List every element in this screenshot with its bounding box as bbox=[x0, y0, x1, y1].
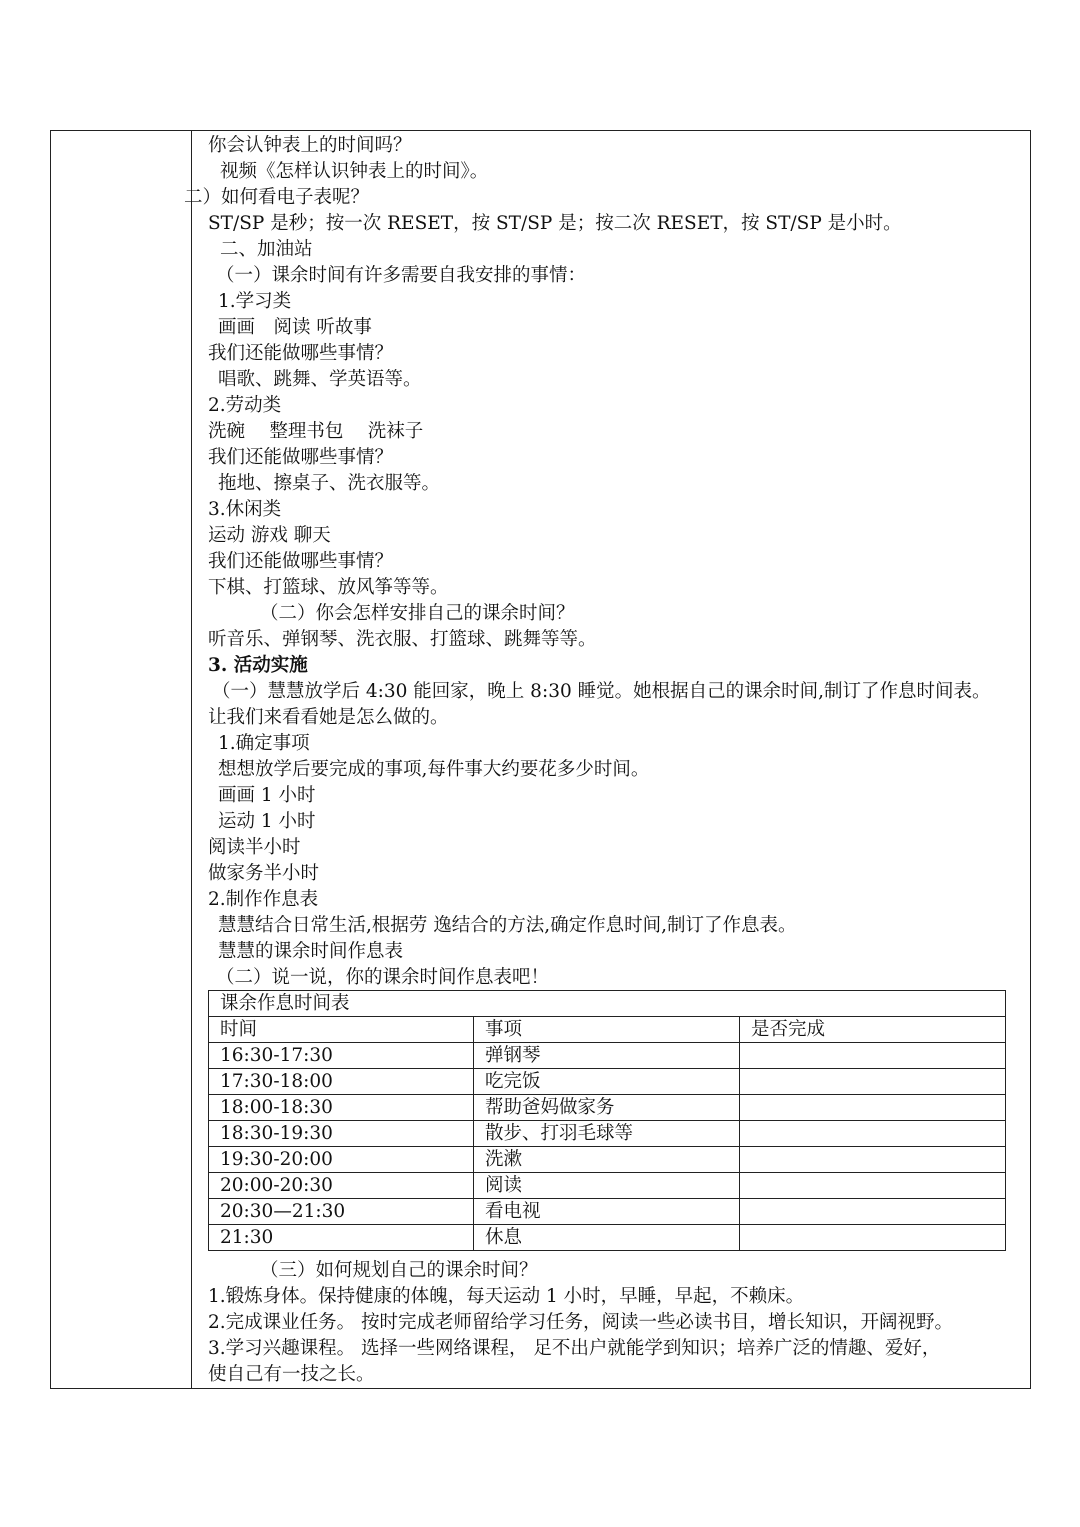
text-line: 做家务半小时 bbox=[208, 863, 320, 884]
text-line: （二）你会怎样安排自己的课余时间？ bbox=[260, 603, 575, 624]
planning-section bbox=[192, 1258, 1028, 1388]
cell-item: 散步、打羽毛球等 bbox=[474, 1121, 740, 1147]
cell-item: 休息 bbox=[474, 1225, 740, 1251]
text-line: 我们还能做哪些事情？ bbox=[208, 447, 394, 468]
text-line: 让我们来看看她是怎么做的。 bbox=[208, 707, 449, 728]
lesson-content bbox=[184, 133, 1028, 991]
table-row bbox=[209, 1173, 1006, 1199]
text-line: （一）课余时间有许多需要自我安排的事情： bbox=[216, 265, 587, 286]
table-row bbox=[209, 1069, 1006, 1095]
text-line: 洗碗 整理书包 洗袜子 bbox=[208, 421, 424, 442]
schedule-header-row bbox=[209, 1017, 1006, 1043]
text-line: 1.确定事项 bbox=[218, 733, 310, 754]
text-line: 2.完成课业任务。 按时完成老师留给学习任务，阅读一些必读书目，增长知识，开阔视野。 bbox=[208, 1312, 954, 1333]
text-line: 你会认钟表上的时间吗？ bbox=[208, 135, 412, 156]
cell-item: 阅读 bbox=[474, 1173, 740, 1199]
text-line: 我们还能做哪些事情？ bbox=[208, 343, 394, 364]
text-line: 3.学习兴趣课程。 选择一些网络课程， 足不出户就能学到知识；培养广泛的情趣、爱好， bbox=[208, 1338, 941, 1359]
schedule-table bbox=[208, 990, 1006, 1251]
text-line: 我们还能做哪些事情？ bbox=[208, 551, 394, 572]
table-row bbox=[209, 1043, 1006, 1069]
text-line: 拖地、擦桌子、洗衣服等。 bbox=[218, 473, 441, 494]
cell-time: 19:30-20:00 bbox=[209, 1147, 474, 1173]
text-line: ST/SP 是秒；按一次 RESET，按 ST/SP 是；按二次 RESET，按 ST/SP 是小时。 bbox=[208, 213, 902, 234]
cell-item: 帮助爸妈做家务 bbox=[474, 1095, 740, 1121]
text-line: 听音乐、弹钢琴、洗衣服、打篮球、跳舞等等。 bbox=[208, 629, 597, 650]
text-line: 使自己有一技之长。 bbox=[208, 1364, 375, 1385]
text-line: 画画 阅读 听故事 bbox=[218, 317, 372, 338]
table-row bbox=[209, 1095, 1006, 1121]
text-line: 2.制作作息表 bbox=[208, 889, 319, 910]
text-line: （二）说一说，你的课余时间作息表吧！ bbox=[216, 967, 550, 988]
cell-time: 20:30—21:30 bbox=[209, 1199, 474, 1225]
cell-done bbox=[740, 1199, 1006, 1225]
text-line: 阅读半小时 bbox=[208, 837, 301, 858]
header-item: 事项 bbox=[474, 1017, 740, 1043]
cell-time: 18:00-18:30 bbox=[209, 1095, 474, 1121]
text-line: （一）慧慧放学后 4:30 能回家，晚上 8:30 睡觉。她根据自己的课余时间,制订了作息时间表。 bbox=[212, 681, 991, 702]
cell-item: 弹钢琴 bbox=[474, 1043, 740, 1069]
cell-time: 17:30-18:00 bbox=[209, 1069, 474, 1095]
text-line: 3. 活动实施 bbox=[208, 655, 308, 676]
cell-time: 18:30-19:30 bbox=[209, 1121, 474, 1147]
cell-done bbox=[740, 1173, 1006, 1199]
header-time: 时间 bbox=[209, 1017, 474, 1043]
text-line: （三）如何规划自己的课余时间？ bbox=[260, 1260, 538, 1281]
cell-time: 20:00-20:30 bbox=[209, 1173, 474, 1199]
cell-done bbox=[740, 1069, 1006, 1095]
text-line: 运动 1 小时 bbox=[218, 811, 316, 832]
table-row bbox=[209, 1225, 1006, 1251]
schedule-title-row bbox=[209, 991, 1006, 1017]
cell-time: 21:30 bbox=[209, 1225, 474, 1251]
cell-done bbox=[740, 1095, 1006, 1121]
cell-done bbox=[740, 1225, 1006, 1251]
text-line: 1.学习类 bbox=[218, 291, 292, 312]
text-line: 1.锻炼身体。保持健康的体魄，每天运动 1 小时，早睡，早起，不赖床。 bbox=[208, 1286, 805, 1307]
text-line: 运动 游戏 聊天 bbox=[208, 525, 331, 546]
cell-item: 洗漱 bbox=[474, 1147, 740, 1173]
text-line: 画画 1 小时 bbox=[218, 785, 316, 806]
text-line: 二、加油站 bbox=[220, 239, 313, 260]
cell-done bbox=[740, 1121, 1006, 1147]
text-line: 2.劳动类 bbox=[208, 395, 282, 416]
text-line: 想想放学后要完成的事项,每件事大约要花多少时间。 bbox=[218, 759, 650, 780]
table-row bbox=[209, 1121, 1006, 1147]
table-row bbox=[209, 1147, 1006, 1173]
cell-done bbox=[740, 1147, 1006, 1173]
text-line: 下棋、打篮球、放风筝等等。 bbox=[208, 577, 449, 598]
text-line: 二）如何看电子表呢？ bbox=[184, 187, 370, 208]
text-line: 慧慧结合日常生活,根据劳 逸结合的方法,确定作息时间,制订了作息表。 bbox=[218, 915, 797, 936]
cell-item: 吃完饭 bbox=[474, 1069, 740, 1095]
table-row bbox=[209, 1199, 1006, 1225]
text-line: 慧慧的课余时间作息表 bbox=[218, 941, 404, 962]
text-line: 3.休闲类 bbox=[208, 499, 282, 520]
schedule-title: 课余作息时间表 bbox=[209, 991, 1006, 1017]
cell-time: 16:30-17:30 bbox=[209, 1043, 474, 1069]
cell-done bbox=[740, 1043, 1006, 1069]
header-done: 是否完成 bbox=[740, 1017, 1006, 1043]
text-line: 唱歌、跳舞、学英语等。 bbox=[218, 369, 422, 390]
cell-item: 看电视 bbox=[474, 1199, 740, 1225]
text-line: 视频《怎样认识钟表上的时间》。 bbox=[220, 161, 489, 182]
